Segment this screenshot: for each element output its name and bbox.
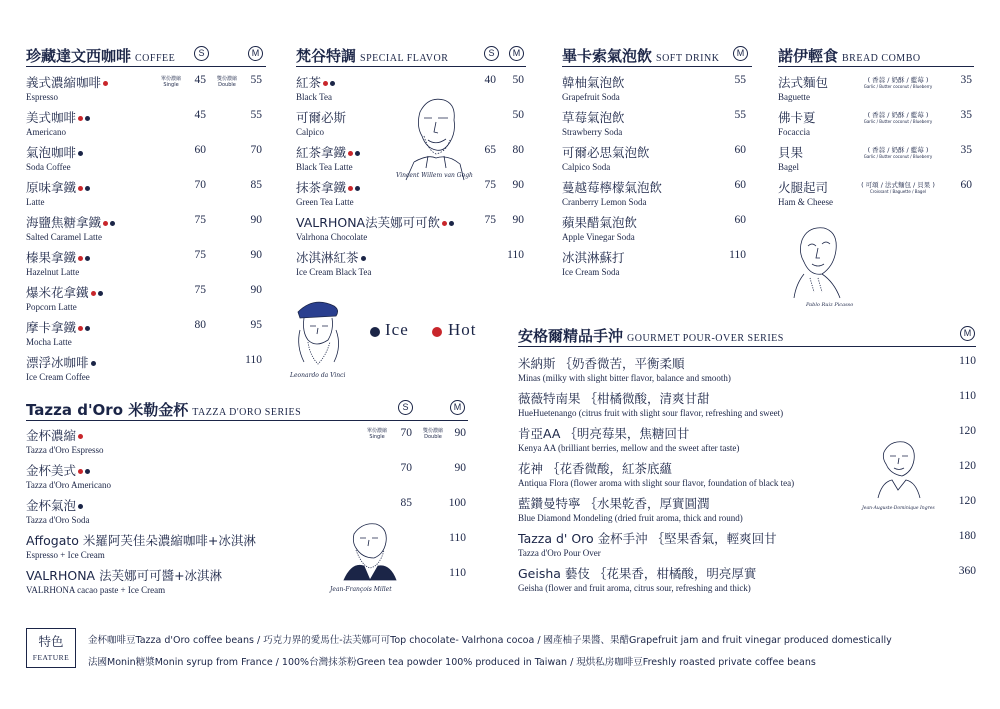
size-medium-icon: M [733, 46, 748, 61]
menu-item [778, 143, 803, 172]
size-small-icon: S [484, 46, 499, 61]
menu-item [26, 108, 90, 137]
menu-item-name-en: Geisha (flower and fruit aroma, citrus sour, refreshing and thick) [518, 583, 751, 593]
menu-item-name: 漂浮冰咖啡 [26, 353, 96, 371]
single-label: 單份濃縮 Single [366, 428, 387, 440]
menu-item-name: 金杯美式 [26, 461, 111, 479]
menu-item-name-en: Ice Cream Black Tea [296, 267, 372, 277]
ice-dot-icon [370, 327, 380, 337]
price-small: 65 [484, 144, 496, 156]
menu-item-name: 紅茶 [296, 73, 335, 91]
bread-option-note: ( 香蒜 / 奶酥 / 藍莓 ) Garlic / Butter coconut / Blueberry [863, 111, 933, 124]
price-medium: 80 [512, 144, 524, 156]
price-small: 85 [400, 497, 412, 509]
hot-dot-icon [78, 434, 83, 439]
menu-item-name: 冰淇淋紅茶 [296, 248, 371, 266]
menu-item-name-en: Blue Diamond Mondeling (dried fruit aroma, thick and round) [518, 513, 743, 523]
menu-item-name: 薇薇特南果 ｛柑橘微酸，清爽甘甜 [518, 391, 710, 406]
price: 360 [958, 565, 976, 577]
ice-dot-icon [449, 221, 454, 226]
menu-item-name: 爆米花拿鐵 [26, 283, 103, 301]
menu-item-name-en: Calpico [296, 127, 324, 137]
menu-item-name-en: Espresso + Ice Cream [26, 550, 105, 560]
menu-item-name: 原味拿鐵 [26, 178, 90, 196]
menu-item-name-en: Americano [26, 127, 66, 137]
menu-item-name: 抹茶拿鐵 [296, 178, 360, 196]
ice-dot-icon [91, 361, 96, 366]
price-medium: 110 [449, 567, 466, 579]
menu-item-name: 蔓越莓檸檬氣泡飲 [562, 180, 663, 195]
hot-dot-icon [348, 186, 353, 191]
menu-item-name-en: Black Tea [296, 92, 332, 102]
hot-dot-icon [323, 81, 328, 86]
menu-item [518, 529, 777, 558]
menu-item-name-en: Ice Cream Soda [562, 267, 620, 277]
menu-item [778, 108, 816, 137]
coffee-section-title-en: COFFEE [135, 53, 176, 64]
bread-section-title-en: BREAD COMBO [842, 53, 921, 64]
price-medium: 100 [448, 497, 466, 509]
menu-item-name-en: Ice Cream Coffee [26, 372, 90, 382]
pourover-divider [518, 346, 976, 347]
price-small: 45 [194, 74, 206, 86]
price: 120 [958, 460, 976, 472]
price: 35 [960, 144, 972, 156]
size-medium-icon: M [248, 46, 263, 61]
ice-dot-icon [98, 291, 103, 296]
price-small: 75 [194, 214, 206, 226]
menu-item [518, 564, 756, 593]
menu-item [296, 73, 335, 102]
menu-item [778, 73, 828, 102]
menu-item-name: 火腿起司 [778, 180, 829, 195]
price-medium: 50 [512, 109, 524, 121]
menu-item-name-en: Latte [26, 197, 45, 207]
menu-item [26, 213, 115, 242]
menu-item-name-en: HueHuetenango (citrus fruit with slight sour flavor, refreshing and sweet) [518, 408, 784, 418]
pourover-section-title: 安格爾精品手沖 GOURMET POUR-OVER SERIES [518, 327, 784, 345]
menu-item-name: 可爾必斯 [296, 110, 347, 125]
tazza-section-title-en: TAZZA D'ORO SERIES [192, 407, 302, 418]
price-medium: 90 [250, 249, 262, 261]
menu-item [26, 496, 89, 525]
size-medium-icon: M [509, 46, 524, 61]
menu-item [26, 531, 256, 560]
special-section-title-en: SPECIAL FLAVOR [360, 53, 449, 64]
menu-item [296, 143, 360, 172]
menu-item-name-en: Cranberry Lemon Soda [562, 197, 647, 207]
menu-item-name-en: Focaccia [778, 127, 810, 137]
price-small: 60 [194, 144, 206, 156]
menu-item [26, 283, 103, 312]
tazza-divider [26, 420, 468, 421]
menu-item-name: VALRHONA法芙娜可可飲 [296, 213, 454, 231]
bread-divider [778, 66, 974, 67]
menu-item-name: 冰淇淋蘇打 [562, 250, 625, 265]
menu-item-name-en: Hazelnut Latte [26, 267, 80, 277]
bread-option-note: ( 可頌 / 法式麵包 / 貝果 ) Croissant / Baguette / Bagel [861, 181, 935, 194]
menu-item-name: VALRHONA 法芙娜可可醬+冰淇淋 [26, 568, 223, 583]
hot-dot-icon [78, 116, 83, 121]
menu-item-name: 蘋果醋氣泡飲 [562, 215, 638, 230]
menu-item [518, 459, 794, 488]
single-label: 單份濃縮 Single [160, 76, 181, 88]
ice-dot-icon [110, 221, 115, 226]
menu-item [518, 424, 739, 453]
menu-item-name: 貝果 [778, 145, 804, 160]
price: 110 [959, 390, 976, 402]
menu-item-name-en: VALRHONA cacao paste + Ice Cream [26, 585, 166, 595]
bread-option-note: ( 香蒜 / 奶酥 / 藍莓 ) Garlic / Butter coconut / Blueberry [863, 76, 933, 89]
menu-item-name-en: Strawberry Soda [562, 127, 623, 137]
price-small: 75 [484, 214, 496, 226]
menu-item [26, 353, 96, 382]
menu-item [562, 143, 650, 172]
special-divider [296, 66, 526, 67]
coffee-section-title: 珍藏達文西咖啡 COFFEE [26, 47, 176, 65]
ice-dot-icon [361, 256, 366, 261]
price-medium: 90 [512, 179, 524, 191]
coffee-divider [26, 66, 266, 67]
price-small: 70 [400, 462, 412, 474]
double-label: 雙份濃縮 Double [422, 428, 443, 440]
menu-item-name: Tazza d' Oro 金杯手沖 ｛堅果香氣，輕爽回甘 [518, 531, 777, 546]
menu-item-name-en: Tazza d'Oro Americano [26, 480, 111, 490]
menu-item [26, 248, 90, 277]
menu-item-name: 榛果拿鐵 [26, 248, 90, 266]
ice-dot-icon [85, 186, 90, 191]
menu-item-name-en: Green Tea Latte [296, 197, 354, 207]
price: 110 [959, 355, 976, 367]
menu-item-name-en: Soda Coffee [26, 162, 71, 172]
menu-item-name: Affogato 米羅阿芙佳朵濃縮咖啡+冰淇淋 [26, 533, 256, 548]
price: 110 [729, 249, 746, 261]
ice-dot-icon [85, 256, 90, 261]
menu-item [296, 108, 346, 137]
hot-dot-icon [432, 327, 442, 337]
menu-item-name: 紅茶拿鐵 [296, 143, 360, 161]
price-small: 40 [484, 74, 496, 86]
price: 120 [958, 425, 976, 437]
menu-item [518, 494, 743, 523]
bread-section-title: 諾伊輕食 BREAD COMBO [778, 47, 921, 65]
ice-dot-icon [85, 326, 90, 331]
price-medium: 110 [449, 532, 466, 544]
millet-signature: Jean-François Millet [330, 586, 392, 593]
size-medium-icon: M [960, 326, 975, 341]
price: 60 [734, 144, 746, 156]
price-medium: 95 [250, 319, 262, 331]
menu-item-name: 佛卡夏 [778, 110, 816, 125]
price-small: 75 [194, 249, 206, 261]
menu-item-name: 金杯濃縮 [26, 426, 103, 444]
double-label: 雙份濃縮 Double [216, 76, 237, 88]
picasso-portrait-sketch [788, 222, 848, 302]
menu-item-name: 摩卡拿鐵 [26, 318, 90, 336]
menu-item [26, 461, 111, 490]
price-medium: 55 [250, 109, 262, 121]
price-small: 45 [194, 109, 206, 121]
menu-item [26, 143, 83, 172]
price: 60 [734, 179, 746, 191]
menu-item [296, 248, 371, 277]
price: 35 [960, 74, 972, 86]
menu-item-name-en: Popcorn Latte [26, 302, 77, 312]
soft-section-title-en: SOFT DRINK [656, 53, 720, 64]
price: 35 [960, 109, 972, 121]
ice-dot-icon [78, 151, 83, 156]
menu-item [296, 213, 454, 242]
menu-item [26, 178, 90, 207]
price: 55 [734, 109, 746, 121]
van-gogh-portrait-sketch [398, 92, 473, 182]
price-small: 75 [194, 284, 206, 296]
ice-dot-icon [330, 81, 335, 86]
menu-item [518, 354, 731, 383]
ice-dot-icon [78, 504, 83, 509]
price-medium: 85 [250, 179, 262, 191]
menu-item [562, 248, 625, 277]
menu-item-name-en: Tazza d'Oro Pour Over [518, 548, 601, 558]
menu-item-name-en: Kenya AA (brilliant berries, mellow and the sweet after taste) [518, 443, 740, 453]
menu-item-name-en: Antiqua Flora (flower aroma with slight sour flavor, foundation of black tea) [518, 478, 795, 488]
special-section-title: 梵谷特調 SPECIAL FLAVOR [296, 47, 449, 65]
ice-dot-icon [85, 469, 90, 474]
menu-item-name: 義式濃縮咖啡 [26, 73, 108, 91]
menu-item-name: 韓柚氣泡飲 [562, 75, 625, 90]
van-gogh-signature: Vincent Willem van Gogh [396, 172, 473, 179]
size-medium-icon: M [450, 400, 465, 415]
menu-item-name-en: Calpico Soda [562, 162, 611, 172]
menu-item [296, 178, 360, 207]
price-medium: 50 [512, 74, 524, 86]
hot-dot-icon [78, 326, 83, 331]
size-small-icon: S [194, 46, 209, 61]
soft-section-title: 畢卡索氣泡飲 SOFT DRINK [562, 47, 720, 65]
menu-item-name-en: Ham & Cheese [778, 197, 833, 207]
soft-divider [562, 66, 752, 67]
price-medium: 90 [454, 427, 466, 439]
menu-item-name: 花神 ｛花香微酸，紅茶底蘊 [518, 461, 672, 476]
ingres-signature: Jean-Auguste-Dominique Ingres [862, 506, 935, 511]
feature-label: 特色 [38, 634, 64, 649]
price-medium: 90 [454, 462, 466, 474]
menu-item [518, 389, 783, 418]
price-medium: 70 [250, 144, 262, 156]
hot-dot-icon [78, 469, 83, 474]
menu-item-name-en: Baguette [778, 92, 810, 102]
menu-item-name: Geisha 藝伎 ｛花果香，柑橘酸，明亮厚實 [518, 566, 757, 581]
pourover-section-title-en: GOURMET POUR-OVER SERIES [627, 333, 784, 344]
price: 60 [960, 179, 972, 191]
price: 180 [958, 530, 976, 542]
menu-item-name-en: Tazza d'Oro Soda [26, 515, 90, 525]
menu-item [26, 73, 108, 102]
hot-legend-label: Hot [448, 320, 477, 339]
menu-item-name: 肯亞AA ｛明亮莓果，焦糖回甘 [518, 426, 690, 441]
ingres-portrait-sketch [872, 440, 924, 500]
menu-item-name-en: Bagel [778, 162, 799, 172]
feature-line-2: 法國Monin糖漿Monin syrup from France / 100%台灣抹茶粉Green tea powder 100% produced in Taiwan / 現烘私房咖啡豆Freshly roasted private coffee beans [88, 657, 816, 668]
menu-item [562, 178, 662, 207]
hot-dot-icon [442, 221, 447, 226]
bread-option-note: ( 香蒜 / 奶酥 / 藍莓 ) Garlic / Butter coconut / Blueberry [863, 146, 933, 159]
price-medium: 110 [507, 249, 524, 261]
menu-item-name: 法式麵包 [778, 75, 829, 90]
tazza-section-title: Tazza d'Oro 米勒金杯 TAZZA D'ORO SERIES [26, 401, 302, 419]
price: 60 [734, 214, 746, 226]
feature-badge [26, 628, 76, 668]
menu-item-name: 草莓氣泡飲 [562, 110, 625, 125]
menu-item [26, 318, 90, 347]
price-small: 75 [484, 179, 496, 191]
price-medium: 90 [250, 284, 262, 296]
menu-item-name-en: Valrhona Chocolate [296, 232, 368, 242]
price-medium: 55 [250, 74, 262, 86]
menu-item-name-en: Minas (milky with slight bitter flavor, balance and smooth) [518, 373, 731, 383]
menu-item-name-en: Grapefruit Soda [562, 92, 620, 102]
picasso-signature: Pablo Ruiz Picasso [806, 302, 854, 308]
price-medium: 90 [512, 214, 524, 226]
ice-dot-icon [355, 151, 360, 156]
ice-dot-icon [355, 186, 360, 191]
price-medium: 110 [245, 354, 262, 366]
menu-item-name-en: Mocha Latte [26, 337, 72, 347]
ice-legend-label: Ice [385, 320, 409, 339]
menu-item-name: 可爾必思氣泡飲 [562, 145, 650, 160]
menu-item [562, 213, 637, 242]
price: 55 [734, 74, 746, 86]
feature-line-1: 金杯咖啡豆Tazza d'Oro coffee beans / 巧克力界的愛馬仕-法芙娜可可Top chocolate- Valrhona cocoa / 國產柚子果醬、果醋Grapefruit jam and fruit vinegar produced domestically [88, 635, 892, 646]
da-vinci-portrait-sketch [284, 296, 354, 368]
menu-item-name-en: Salted Caramel Latte [26, 232, 102, 242]
hot-dot-icon [103, 221, 108, 226]
menu-item-name-en: Tazza d'Oro Espresso [26, 445, 104, 455]
menu-item-name: 藍鑽曼特寧 ｛水果乾香，厚實圓潤 [518, 496, 710, 511]
menu-item-name-en: Espresso [26, 92, 58, 102]
hot-dot-icon [91, 291, 96, 296]
ice-dot-icon [85, 116, 90, 121]
menu-item-name: 金杯氣泡 [26, 496, 89, 514]
hot-dot-icon [103, 81, 108, 86]
hot-dot-icon [78, 256, 83, 261]
price-small: 70 [400, 427, 412, 439]
price-medium: 90 [250, 214, 262, 226]
da-vinci-signature: Leonardo da Vinci [290, 372, 346, 379]
menu-item [26, 426, 103, 455]
menu-item-name: 海鹽焦糖拿鐵 [26, 213, 115, 231]
menu-item-name-en: Black Tea Latte [296, 162, 353, 172]
price-small: 70 [194, 179, 206, 191]
menu-item [562, 73, 625, 102]
price-small: 80 [194, 319, 206, 331]
price: 120 [958, 495, 976, 507]
hot-dot-icon [348, 151, 353, 156]
menu-item [26, 566, 222, 595]
millet-portrait-sketch [340, 520, 400, 584]
menu-item [562, 108, 625, 137]
menu-item-name: 氣泡咖啡 [26, 143, 83, 161]
menu-item-name-en: Apple Vinegar Soda [562, 232, 635, 242]
menu-item-name: 美式咖啡 [26, 108, 90, 126]
menu-item [778, 178, 833, 207]
feature-label-en: FEATURE [32, 653, 70, 662]
hot-dot-icon [78, 186, 83, 191]
size-small-icon: S [398, 400, 413, 415]
menu-item-name: 米納斯 ｛奶香微苦，平衡柔順 [518, 356, 685, 371]
